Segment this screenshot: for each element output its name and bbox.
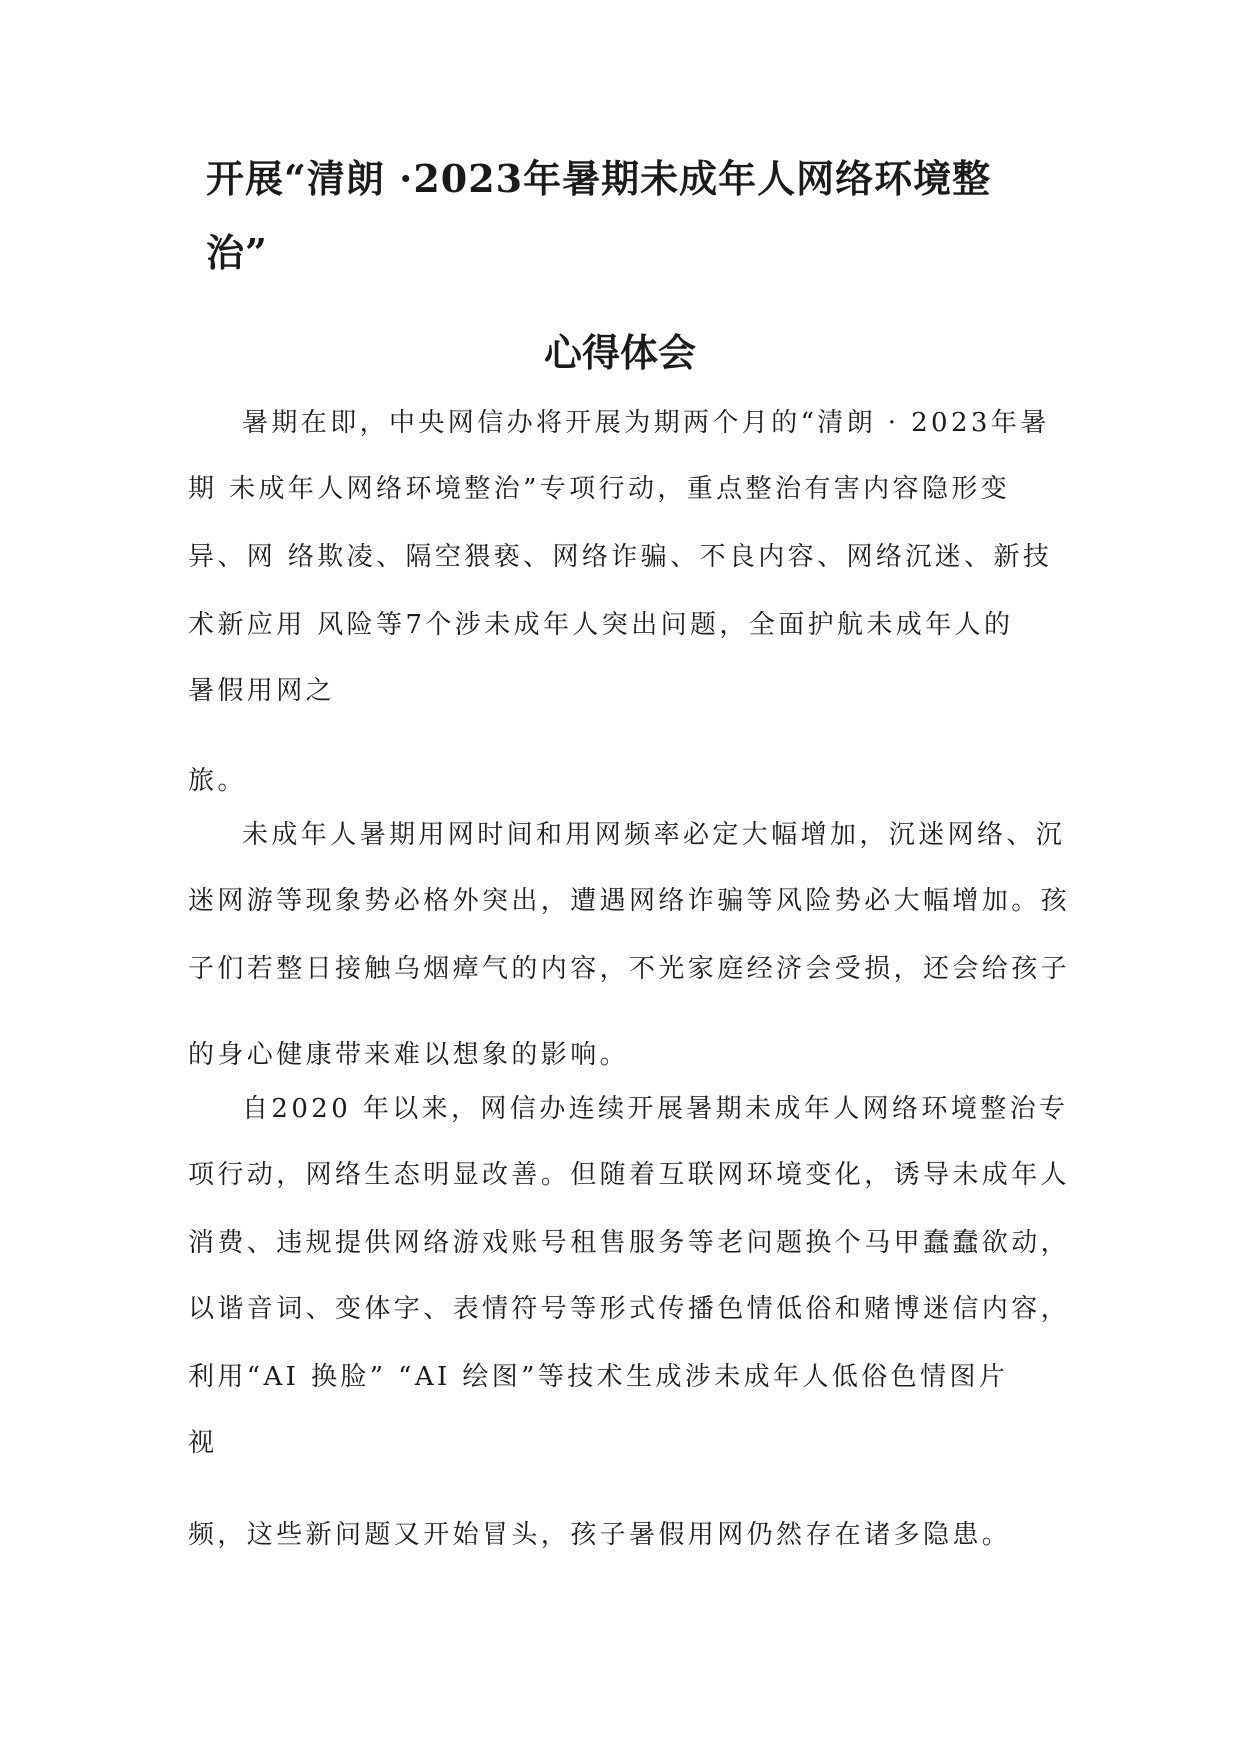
paragraph-line: 以谐音词、变体字、表情符号等形式传播色情低俗和赌博迷信内容， (188, 1294, 1071, 1324)
paragraph-line: 术新应用 风险等7个涉未成年人突出问题，全面护航未成年人的 (188, 610, 1014, 640)
paragraph-line: 的身心健康带来难以想象的影响。 (188, 1040, 630, 1070)
paragraph-line: 视 (188, 1428, 218, 1458)
subtitle (0, 330, 1240, 376)
paragraph-line: 消费、违规提供网络游戏账号租售服务等老问题换个马甲蠢蠢欲动， (188, 1228, 1071, 1258)
paragraph-line: 暑假用网之 (188, 676, 336, 706)
paragraph-line: 项行动，网络生态明显改善。但随着互联网环境变化，诱导未成年人 (188, 1160, 1071, 1190)
paragraph-line: 期 未成年人网络环境整治”专项行动，重点整治有害内容隐形变 (188, 474, 1011, 504)
paragraph-line: 未成年人暑期用网时间和用网频率必定大幅增加，沉迷网络、沉 (242, 820, 1066, 850)
subtitle-text: 心得体会 (543, 330, 696, 375)
paragraph-line: 迷网游等现象势必格外突出，遭遇网络诈骗等风险势必大幅增加。孩 (188, 886, 1071, 916)
paragraph-line: 暑期在即，中央网信办将开展为期两个月的“清朗 · 2023年暑 (242, 408, 1050, 438)
paragraph-line: 自2020 年以来，网信办连续开展暑期未成年人网络环境整治专 (242, 1094, 1069, 1124)
paragraph-line: 子们若整日接触乌烟瘴气的内容，不光家庭经济会受损，还会给孩子 (188, 954, 1071, 984)
title-line-1: 开展“清朗 ·2023年暑期未成年人网络环境整 (206, 156, 992, 201)
paragraph-line: 频，这些新问题又开始冒头，孩子暑假用网仍然存在诸多隐患。 (188, 1520, 1012, 1550)
paragraph-line: 旅。 (188, 766, 247, 796)
title-line-2: 治” (206, 230, 268, 275)
paragraph-line: 利用“AI 换脸” “AI 绘图”等技术生成涉未成年人低俗色情图片 (188, 1362, 1009, 1392)
paragraph-line: 异、网 络欺凌、隔空猥亵、网络诈骗、不良内容、网络沉迷、新技 (188, 542, 1053, 572)
